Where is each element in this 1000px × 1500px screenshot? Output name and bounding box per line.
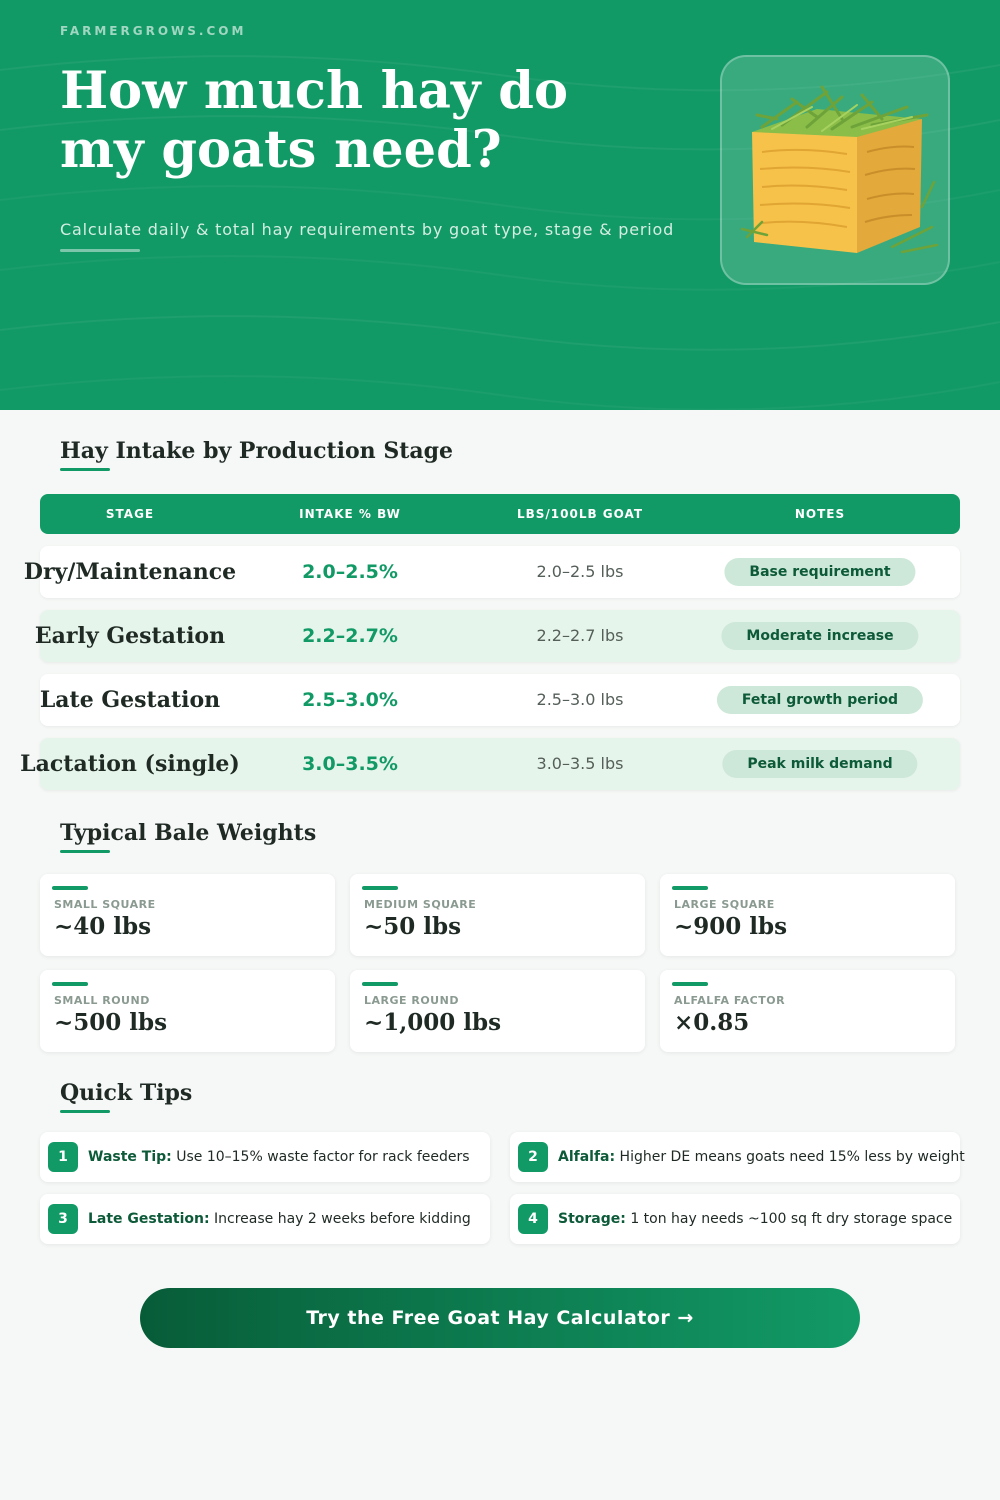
card-accent <box>362 982 398 986</box>
bale-card-small-square <box>40 874 335 956</box>
tip-title: Late Gestation: <box>88 1211 210 1227</box>
tip-title: Alfalfa: <box>558 1149 616 1165</box>
lbs-cell: 3.0–3.5 lbs <box>536 754 624 773</box>
note-badge: Base requirement <box>724 558 915 586</box>
bales-heading-bar <box>60 850 110 853</box>
tip-body: Use 10–15% waste factor for rack feeders <box>171 1149 470 1165</box>
calculator-cta-button[interactable]: Try the Free Goat Hay Calculator → <box>140 1288 860 1348</box>
hay-bale-icon <box>722 57 952 287</box>
title-line-2: my goats need? <box>60 120 502 180</box>
bale-label: LARGE ROUND <box>364 994 459 1007</box>
hero-underline <box>60 249 140 252</box>
bale-label: MEDIUM SQUARE <box>364 898 477 911</box>
bale-value: ~1,000 lbs <box>364 1009 502 1036</box>
column-header-lbs: LBS/100LB GOAT <box>516 507 644 521</box>
table-row <box>34 610 960 662</box>
title-line-1: How much hay do <box>60 61 568 121</box>
bale-value: ×0.85 <box>674 1009 750 1036</box>
tip-text <box>88 1194 471 1244</box>
tip-body: Higher DE means goats need 15% less by weight <box>615 1149 965 1165</box>
table-row <box>23 546 960 598</box>
table-row <box>40 674 960 726</box>
tip-title: Waste Tip: <box>88 1149 172 1165</box>
bale-label: SMALL SQUARE <box>54 898 156 911</box>
bale-label: ALFALFA FACTOR <box>674 994 786 1007</box>
lbs-cell: 2.5–3.0 lbs <box>536 690 624 709</box>
tip-text <box>558 1194 952 1244</box>
bale-value: ~40 lbs <box>54 913 152 940</box>
tip-number-badge: 1 <box>48 1142 78 1172</box>
tips-heading: Quick Tips <box>60 1080 193 1106</box>
tip-text <box>88 1132 470 1182</box>
bale-card-alfalfa-factor <box>660 970 955 1052</box>
tip-body: Increase hay 2 weeks before kidding <box>209 1211 471 1227</box>
intake-cell: 2.2–2.7% <box>302 625 398 647</box>
stage-cell: Dry/Maintenance <box>23 559 237 585</box>
bale-label: SMALL ROUND <box>54 994 150 1007</box>
note-badge: Peak milk demand <box>722 750 917 778</box>
intake-heading-bar <box>60 468 110 471</box>
card-accent <box>362 886 398 890</box>
bale-card-small-round <box>40 970 335 1052</box>
lbs-cell: 2.0–2.5 lbs <box>536 562 624 581</box>
column-header-notes: NOTES <box>794 507 846 521</box>
bale-card-large-round <box>350 970 645 1052</box>
tip-title: Storage: <box>558 1211 626 1227</box>
note-badge: Fetal growth period <box>717 686 923 714</box>
hero-subtitle: Calculate daily & total hay requirements by goat type, stage & period <box>60 220 675 239</box>
card-accent <box>672 982 708 986</box>
tip-text <box>558 1132 965 1182</box>
bales-heading: Typical Bale Weights <box>60 820 317 846</box>
column-header-intake: INTAKE % BW <box>299 507 401 521</box>
intake-table-header <box>40 494 960 534</box>
tip-card <box>510 1194 960 1244</box>
hero-image-card <box>720 55 950 285</box>
table-row <box>20 738 960 790</box>
bale-label: LARGE SQUARE <box>674 898 775 911</box>
stage-cell: Late Gestation <box>39 687 221 713</box>
bale-value: ~900 lbs <box>674 913 788 940</box>
tip-card <box>40 1132 490 1182</box>
tip-body: 1 ton hay needs ~100 sq ft dry storage space <box>625 1211 953 1227</box>
bale-value: ~500 lbs <box>54 1009 168 1036</box>
card-accent <box>52 886 88 890</box>
page-title <box>60 62 660 180</box>
lbs-cell: 2.2–2.7 lbs <box>536 626 624 645</box>
note-badge: Moderate increase <box>721 622 918 650</box>
bale-value: ~50 lbs <box>364 913 462 940</box>
stage-cell: Early Gestation <box>34 623 226 649</box>
bale-card-large-square <box>660 874 955 956</box>
intake-heading: Hay Intake by Production Stage <box>60 438 454 464</box>
hero-banner <box>0 0 1000 410</box>
tips-heading-bar <box>60 1110 110 1113</box>
brand-name: FARMERGROWS.COM <box>60 24 247 38</box>
intake-cell: 3.0–3.5% <box>302 753 398 775</box>
tip-card <box>40 1194 490 1244</box>
stage-cell: Lactation (single) <box>20 751 240 777</box>
card-accent <box>672 886 708 890</box>
tip-number-badge: 4 <box>518 1204 548 1234</box>
intake-cell: 2.0–2.5% <box>302 561 398 583</box>
intake-cell: 2.5–3.0% <box>302 689 398 711</box>
bale-card-medium-square <box>350 874 645 956</box>
tip-number-badge: 2 <box>518 1142 548 1172</box>
tip-card <box>510 1132 965 1182</box>
card-accent <box>52 982 88 986</box>
column-header-stage: STAGE <box>105 507 155 521</box>
tip-number-badge: 3 <box>48 1204 78 1234</box>
